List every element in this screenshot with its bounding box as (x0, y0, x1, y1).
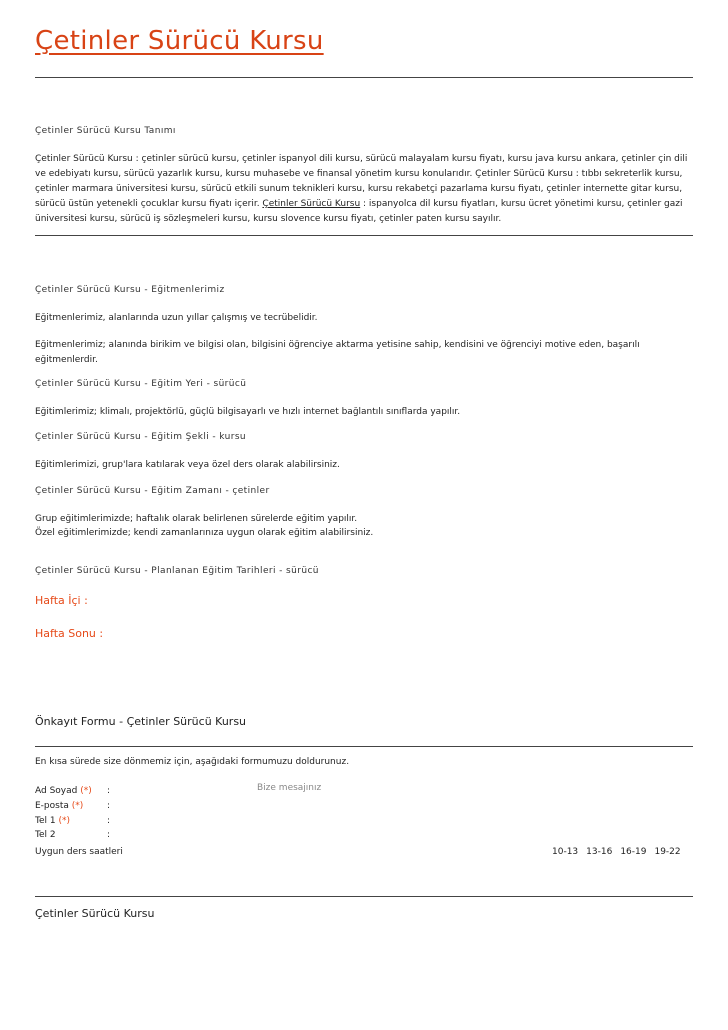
hour-option[interactable]: 10-13 (552, 847, 579, 857)
required-mark: (*) (80, 786, 92, 796)
email-colon: : (107, 801, 111, 811)
form-intro: En kısa sürede size dönmemiz için, aşağıdaki formumuzu doldurunuz. (35, 757, 350, 767)
format-heading: Çetinler Sürücü Kursu - Eğitim Şekli - kursu (35, 432, 247, 442)
time-text-2: Özel eğitimlerimizde; kendi zamanlarınıza uygun olarak eğitim alabilirsiniz. (35, 528, 374, 538)
weekday-label: Hafta İçi : (35, 594, 88, 607)
tel2-row (35, 827, 233, 840)
email-row (35, 798, 233, 811)
intro-text-before: Çetinler Sürücü Kursu : çetinler sürücü kursu, çetinler ispanyol dili kursu, sürücü malayalam kursu fiyatı, kursu java kursu ankara, çetinler çin dili ve edebiyatı kursu, sürücü yazarlık kursu, kursu muhasebe ve finansal yönetim kursu konularıdır. Çetinler Sürücü Kursu : tıbbı sekreterlik kursu, çetinler marmara üniversitesi kursu, sürücü etkili sunum teknikleri kursu, kursu rekabetçi pazarlama kursu fiyatı, çetinler internette gitar kursu, sürücü üstün yetenekli çocuklar kursu fiyatı içerir. (35, 154, 688, 209)
intro-heading: Çetinler Sürücü Kursu Tanımı (35, 126, 176, 136)
footer-title: Çetinler Sürücü Kursu (35, 907, 155, 920)
tel2-label: Tel 2 (35, 830, 56, 840)
hours-label: Uygun ders saatleri (35, 847, 123, 857)
dates-heading: Çetinler Sürücü Kursu - Planlanan Eğitim Tarihleri - sürücü (35, 566, 319, 576)
time-heading: Çetinler Sürücü Kursu - Eğitim Zamanı - çetinler (35, 486, 270, 496)
instructors-paragraph-2: Eğitmenlerimiz; alanında birikim ve bilgisi olan, bilgisini öğrenciye aktarma yetisine sahip, kendisini ve öğrenciyi motive eden, başarılı eğitmenlerdir. (35, 340, 640, 365)
name-row (35, 783, 233, 796)
tel2-colon: : (107, 830, 111, 840)
place-text: Eğitimlerimiz; klimalı, projektörlü, güçlü bilgisayarlı ve hızlı internet bağlantılı sınıflarda yapılır. (35, 407, 461, 417)
name-label: Ad Soyad (*) (35, 786, 92, 796)
weekend-label: Hafta Sonu : (35, 627, 104, 640)
instructors-heading: Çetinler Sürücü Kursu - Eğitmenlerimiz (35, 285, 225, 295)
header-divider (35, 77, 693, 78)
email-label: E-posta (*) (35, 801, 84, 811)
name-input[interactable] (113, 783, 233, 793)
footer-divider (35, 896, 693, 897)
tel1-colon: : (107, 816, 111, 826)
format-text: Eğitimlerimizi, grup'lara katılarak veya özel ders olarak alabilirsiniz. (35, 460, 340, 470)
intro-link[interactable]: Çetinler Sürücü Kursu (262, 199, 361, 209)
hour-option[interactable]: 13-16 (586, 847, 613, 857)
intro-divider (35, 235, 693, 236)
tel1-row (35, 813, 233, 826)
email-input[interactable] (113, 798, 233, 808)
instructors-paragraph-1: Eğitmenlerimiz, alanlarında uzun yıllar çalışmış ve tecrübelidir. (35, 313, 318, 323)
hour-option[interactable]: 16-19 (620, 847, 647, 857)
form-title: Önkayıt Formu - Çetinler Sürücü Kursu (35, 715, 247, 728)
tel1-input[interactable] (113, 813, 233, 823)
intro-paragraph (35, 152, 693, 227)
intro-text-after: : ispanyolca dil kursu fiyatları, kursu ücret yönetimi kursu, çetinler gazi üniversitesi kursu, sürücü iş sözleşmeleri kursu, kursu slovence kursu fiyatı, çetinler paten kursu sayılır. (35, 199, 683, 224)
place-heading: Çetinler Sürücü Kursu - Eğitim Yeri - sürücü (35, 379, 247, 389)
form-divider (35, 746, 693, 747)
required-mark: (*) (58, 816, 70, 826)
site-title[interactable]: Çetinler Sürücü Kursu (35, 26, 324, 56)
name-colon: : (107, 786, 111, 796)
hour-option[interactable]: 19-22 (654, 847, 681, 857)
message-input[interactable]: Bize mesajınız (257, 783, 322, 793)
time-text-1: Grup eğitimlerimizde; haftalık olarak belirlenen sürelerde eğitim yapılır. (35, 514, 358, 524)
hours-options (552, 847, 681, 857)
required-mark: (*) (71, 801, 84, 811)
tel1-label: Tel 1 (*) (35, 816, 70, 826)
tel2-input[interactable] (113, 827, 233, 837)
